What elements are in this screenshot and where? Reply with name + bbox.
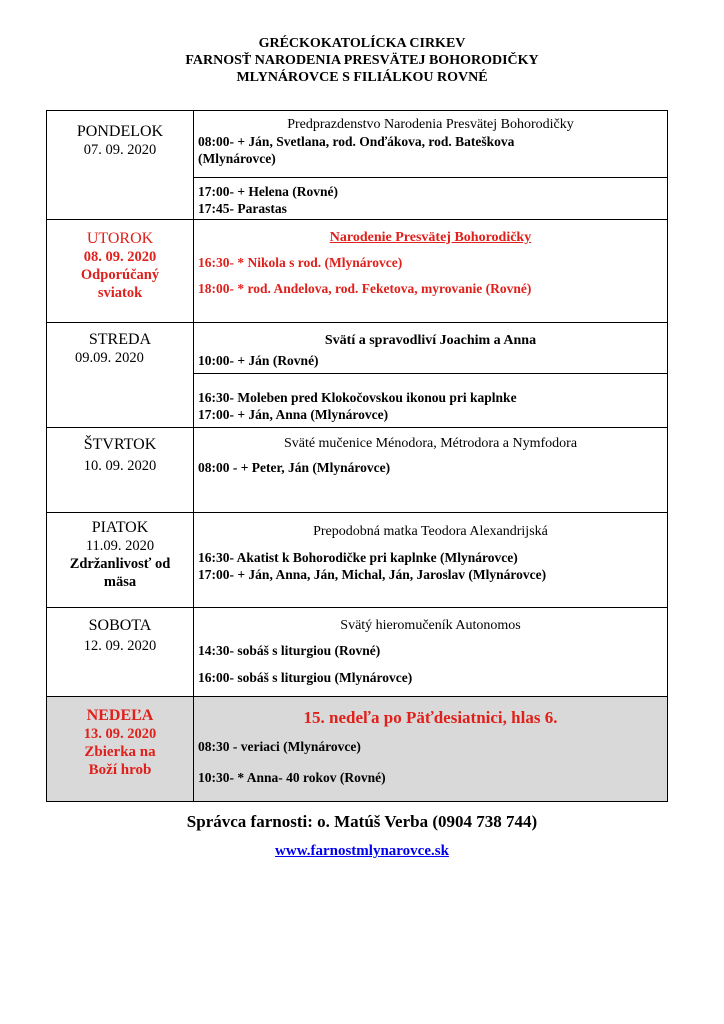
events-cell-tuesday [194, 220, 668, 323]
parish-administrator: Správca farnosti: o. Matúš Verba (0904 738 744) [186, 812, 538, 831]
event-line: 17:00- + Ján, Anna, Ján, Michal, Ján, Jaroslav (Mlynárovce) [198, 567, 547, 582]
event-line: 08:30 - veriaci (Mlynárovce) [198, 739, 361, 754]
day-date: 12. 09. 2020 [83, 638, 157, 654]
day-date: 08. 09. 2020 [83, 249, 157, 265]
day-cell-sunday [47, 697, 194, 802]
day-cell-tuesday [47, 220, 194, 323]
day-note: sviatok [97, 285, 143, 301]
day-date: 10. 09. 2020 [83, 458, 157, 474]
day-note: Zbierka na [84, 744, 156, 760]
website-link-container [0, 843, 724, 860]
day-name: UTOROK [86, 230, 154, 247]
header-line-3: MLYNÁROVCE S FILIÁLKOU ROVNÉ [236, 70, 488, 85]
event-line: 08:00 - + Peter, Ján (Mlynárovce) [198, 460, 391, 475]
feast-title: Prepodobná matka Teodora Alexandrijská [313, 524, 548, 539]
day-note: Zdržanlivosť od [69, 556, 171, 572]
event-line: 17:45- Parastas [198, 201, 287, 216]
day-date: 09.09. 2020 [75, 350, 144, 366]
day-date: 13. 09. 2020 [83, 726, 157, 742]
feast-title: Svätí a spravodliví Joachim a Anna [324, 333, 537, 348]
header-line-1: GRÉCKOKATOLÍCKA CIRKEV [258, 36, 466, 51]
event-line: 16:30- * Nikola s rod. (Mlynárovce) [198, 255, 403, 270]
events-cell-sunday [194, 697, 668, 802]
day-name: PONDELOK [76, 123, 164, 140]
table-row [47, 697, 668, 802]
day-name: NEDEĽA [86, 707, 154, 724]
event-line: (Mlynárovce) [198, 151, 276, 166]
events-cell-thursday [194, 428, 668, 513]
events-cell-monday [194, 111, 668, 220]
day-cell-saturday [47, 608, 194, 697]
events-cell-friday [194, 513, 668, 608]
day-cell-monday [47, 111, 194, 220]
feast-title: Predprazdenstvo Narodenia Presvätej Bohorodičky [287, 117, 574, 132]
event-line: 17:00- + Helena (Rovné) [198, 184, 339, 199]
feast-title: Sväté mučenice Ménodora, Métrodora a Nymfodora [283, 436, 578, 451]
day-cell-friday [47, 513, 194, 608]
day-name: SOBOTA [88, 617, 152, 634]
day-name: PIATOK [91, 519, 149, 536]
event-line: 16:00- sobáš s liturgiou (Mlynárovce) [198, 670, 413, 685]
day-cell-thursday [47, 428, 194, 513]
table-row [47, 220, 668, 323]
schedule-table [46, 110, 668, 802]
events-cell-wednesday [194, 323, 668, 428]
event-line: 10:30- * Anna- 40 rokov (Rovné) [198, 770, 386, 785]
day-note: Odporúčaný [80, 267, 160, 283]
event-line: 10:00- + Ján (Rovné) [198, 353, 319, 368]
table-row [47, 513, 668, 608]
event-line: 14:30- sobáš s liturgiou (Rovné) [198, 643, 381, 658]
event-line: 16:30- Moleben pred Klokočovskou ikonou pri kaplnke [198, 390, 517, 405]
event-line: 16:30- Akatist k Bohorodičke pri kaplnke (Mlynárovce) [198, 550, 518, 565]
event-line: 17:00- + Ján, Anna (Mlynárovce) [198, 407, 389, 422]
table-row [47, 323, 668, 428]
event-line: 08:00- + Ján, Svetlana, rod. Onďákova, rod. Bateškova [198, 134, 515, 149]
day-note: Boží hrob [88, 762, 152, 778]
feast-title: Svätý hieromučeník Autonomos [340, 618, 521, 633]
table-row [47, 608, 668, 697]
table-row [47, 111, 668, 220]
event-line: 18:00- * rod. Andelova, rod. Feketova, myrovanie (Rovné) [198, 281, 532, 296]
day-name: STREDA [88, 331, 152, 348]
day-date: 11.09. 2020 [85, 538, 155, 554]
feast-title: 15. nedeľa po Päťdesiatnici, hlas 6. [303, 708, 558, 727]
table-row [47, 428, 668, 513]
day-note: mäsa [103, 574, 137, 590]
events-cell-saturday [194, 608, 668, 697]
day-name: ŠTVRTOK [83, 436, 157, 453]
website-link[interactable]: www.farnostmlynarovce.sk [275, 843, 449, 859]
header-line-2: FARNOSŤ NARODENIA PRESVÄTEJ BOHORODIČKY [185, 53, 539, 68]
feast-title: Narodenie Presvätej Bohorodičky [329, 230, 532, 245]
day-date: 07. 09. 2020 [83, 142, 157, 158]
day-cell-wednesday [47, 323, 194, 428]
